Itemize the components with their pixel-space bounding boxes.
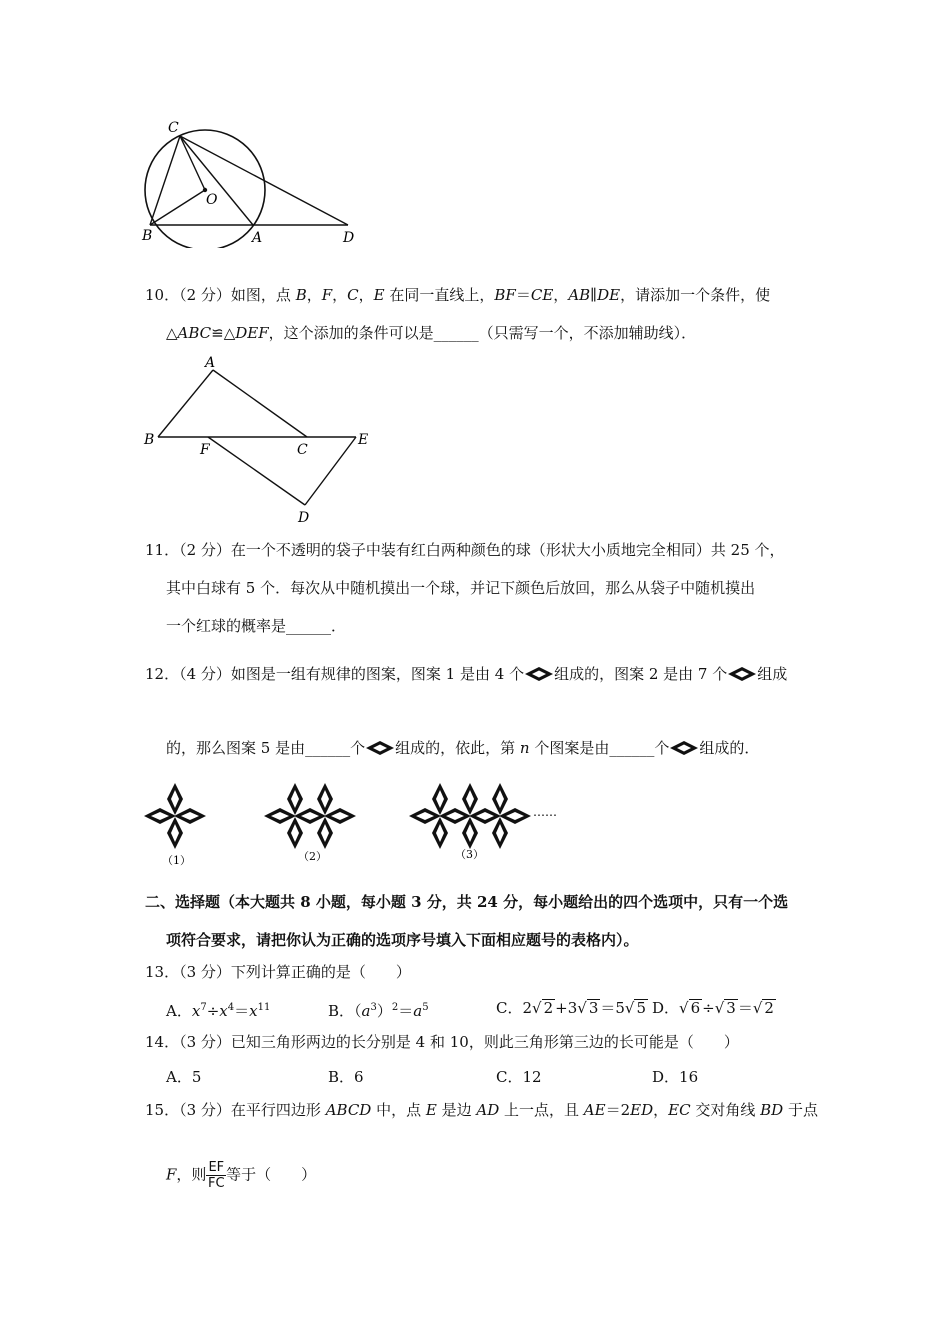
fraction	[206, 1160, 226, 1191]
q10-text: F	[321, 286, 333, 304]
q12-number: 12．	[145, 665, 180, 683]
math: ＝	[737, 999, 753, 1017]
section-heading-line1: 二、选择题（本大题共 8 小题，每小题 3 分，共 24 分，每小题给出的四个选项中，只有一个选	[145, 893, 789, 911]
circle-figure	[138, 118, 368, 248]
option-label: B．	[328, 1002, 355, 1020]
segment-ed	[305, 437, 356, 505]
radical-icon: √	[577, 999, 587, 1017]
math: 4	[227, 1002, 235, 1013]
q10-text: AB∥DE	[568, 286, 621, 304]
math: ÷	[702, 999, 715, 1017]
q11-text: 其中白球有 5 个．每次从中随机摸出一个球，并记下颜色后放回，那么从袋子中随机摸出	[166, 579, 756, 597]
q10-number: 10．	[145, 286, 180, 304]
label-e: E	[358, 432, 369, 448]
q11-line3	[166, 616, 346, 636]
math: 5	[422, 1002, 429, 1013]
q10-text: ≌△	[211, 324, 236, 342]
q15-line2	[166, 1160, 316, 1191]
label-d: D	[343, 230, 355, 246]
q10-text: ，	[306, 286, 322, 304]
q10-text: BF	[494, 286, 516, 304]
radical-icon: √	[714, 999, 725, 1017]
q14-option-d: D．16	[652, 1068, 699, 1086]
q10-text: B	[295, 286, 307, 304]
q13-number: 13．	[145, 963, 180, 981]
q13-text: 下列计算正确的是（ ）	[230, 963, 411, 981]
pattern-label-2: （2）	[298, 850, 327, 863]
math: a	[413, 1002, 423, 1020]
q15-text: ，则	[176, 1165, 207, 1184]
q12-text: n	[519, 739, 530, 757]
q10-text: ，这个添加的条件可以是______（只需写一个，不添加辅助线）．	[268, 324, 697, 342]
math: x	[219, 1002, 228, 1020]
q15-text: ，	[653, 1101, 669, 1119]
q12-text: 组成的，图案 2 是由 7 个	[554, 665, 728, 683]
q10-text: CE	[530, 286, 554, 304]
q10-text: ，	[332, 286, 348, 304]
diamond-icon	[669, 740, 699, 756]
q11-text: 在一个不透明的袋子中装有红白两种颜色的球（形状大小质地完全相同）共 25 个，	[230, 541, 785, 559]
radical-icon: √	[624, 999, 635, 1017]
segment-bo	[150, 190, 205, 225]
q10-text: ，请添加一个条件，使	[620, 286, 771, 304]
diamond-icon	[524, 666, 554, 682]
q15-text: E	[425, 1101, 437, 1119]
q11-text: 一个红球的概率是______．	[166, 617, 347, 635]
q10-text: △	[166, 324, 178, 342]
q10-text: 在同一直线上，	[384, 286, 495, 304]
radicand: 5	[636, 999, 647, 1017]
math: +3	[555, 999, 578, 1017]
q14-option-c: C．12	[496, 1068, 542, 1086]
q10-text: E	[373, 286, 385, 304]
q11-number: 11．	[145, 541, 180, 559]
q15-text: AD	[476, 1101, 500, 1119]
q15-text: 上一点，且	[499, 1101, 584, 1119]
math: ＝	[234, 1002, 250, 1020]
segment-ba	[158, 370, 213, 437]
math: ＝5	[600, 999, 625, 1017]
radical-icon: √	[679, 999, 689, 1017]
q10-text: ABC	[177, 324, 212, 342]
q15-text: F	[166, 1165, 177, 1184]
radicand: 2	[543, 999, 554, 1017]
math: ＝	[398, 1002, 414, 1020]
q13-option-a	[166, 998, 270, 1021]
q12-line2	[166, 738, 759, 758]
q15-text: 在平行四边形	[230, 1101, 326, 1119]
triangles-figure	[140, 352, 380, 527]
option-label: C．	[496, 999, 523, 1017]
q12-text: 组成的．	[699, 739, 760, 757]
segment-cd	[180, 136, 348, 225]
label-b: B	[144, 432, 155, 448]
label-d: D	[298, 510, 310, 526]
option-label: D．	[652, 999, 680, 1017]
radical-icon: √	[752, 999, 763, 1017]
radical-icon: √	[532, 999, 542, 1017]
segment-ac	[213, 370, 307, 437]
fraction-denominator: FC	[208, 1176, 225, 1191]
q15-text: 于点	[783, 1101, 818, 1119]
label-c: C	[168, 120, 179, 136]
q10-text: C	[347, 286, 359, 304]
math: 7	[200, 1002, 207, 1013]
q13-option-c	[496, 998, 648, 1018]
q12-text: 如图是一组有规律的图案，图案 1 是由 4 个	[230, 665, 525, 683]
math: （	[354, 1002, 362, 1020]
q15-text: 交对角线	[690, 1101, 761, 1119]
q15-text: AE	[583, 1101, 606, 1119]
radicand: 3	[588, 999, 599, 1017]
math: ÷	[206, 1002, 220, 1020]
radicand: 2	[764, 999, 774, 1017]
q14-line	[145, 1032, 739, 1052]
label-o: O	[206, 192, 218, 208]
q13-score: （3 分）	[179, 963, 231, 981]
q13-option-d	[652, 998, 776, 1018]
q15-text: BD	[760, 1101, 784, 1119]
q14-option-b: B．6	[328, 1068, 364, 1086]
math: x	[191, 1002, 201, 1020]
q13-option-b	[328, 998, 429, 1021]
math: ）	[376, 1002, 392, 1020]
q10-text: ＝	[515, 286, 531, 304]
section-heading	[145, 892, 788, 912]
q14-number: 14．	[145, 1033, 180, 1051]
label-c: C	[297, 442, 308, 458]
radicand: 6	[690, 999, 701, 1017]
pattern-ellipsis: ……	[533, 805, 557, 819]
label-a: A	[252, 230, 263, 246]
q12-text: 个图案是由______个	[529, 739, 670, 757]
q10-text: ，	[553, 286, 569, 304]
q12-line1	[145, 664, 787, 684]
math: 3	[370, 1002, 377, 1013]
label-a: A	[205, 355, 216, 371]
math: a	[361, 1002, 371, 1020]
pattern-2	[264, 783, 356, 849]
q12-text: 的，那么图案 5 是由______个	[166, 739, 366, 757]
radicand: 3	[726, 999, 736, 1017]
q10-text: ，	[358, 286, 374, 304]
option-label: A．	[166, 1002, 192, 1020]
q10-line1	[145, 285, 770, 305]
q14-score: （3 分）	[179, 1033, 231, 1051]
q10-line2	[166, 323, 696, 343]
diamond-icon	[365, 740, 395, 756]
segment-ca	[180, 136, 253, 225]
pattern-figure	[140, 782, 580, 870]
segment-fd	[208, 437, 305, 505]
q15-text: ABCD	[325, 1101, 372, 1119]
q14-text: 已知三角形两边的长分别是 4 和 10，则此三角形第三边的长可能是（ ）	[230, 1033, 739, 1051]
q11-line1	[145, 540, 785, 560]
q15-text: ED	[630, 1101, 654, 1119]
pattern-3	[409, 783, 531, 849]
q15-text: 等于（ ）	[226, 1165, 317, 1184]
math: x	[249, 1002, 258, 1020]
pattern-1	[144, 783, 206, 849]
q10-text: 如图，点	[230, 286, 296, 304]
q15-number: 15．	[145, 1101, 180, 1119]
q12-text: 组成的，依此，第	[395, 739, 520, 757]
q11-score: （2 分）	[179, 541, 231, 559]
q13-line	[145, 962, 411, 982]
q12-score: （4 分）	[179, 665, 231, 683]
diamond-icon	[727, 666, 757, 682]
q15-text: 中，点	[371, 1101, 426, 1119]
pattern-label-3: （3）	[455, 848, 484, 861]
q10-text: DEF	[235, 324, 269, 342]
label-b: B	[142, 228, 153, 244]
math: 11	[257, 1002, 271, 1013]
section-heading-line2: 项符合要求，请把你认为正确的选项序号填入下面相应题号的表格内）。	[166, 931, 639, 949]
q12-text: 组成	[757, 665, 788, 683]
q11-line2	[166, 578, 755, 598]
pattern-label-1: （1）	[162, 854, 191, 867]
math: 2	[522, 999, 533, 1017]
q10-score: （2 分）	[179, 286, 231, 304]
q15-text: ＝2	[605, 1101, 631, 1119]
math: 2	[391, 1002, 399, 1013]
section-heading-cont	[166, 930, 639, 950]
q15-text: 是边	[436, 1101, 477, 1119]
q15-text: EC	[668, 1101, 691, 1119]
q15-line1	[145, 1100, 818, 1120]
fraction-numerator: EF	[208, 1160, 225, 1175]
q14-option-a: A．5	[166, 1068, 202, 1086]
label-f: F	[200, 442, 210, 458]
q15-score: （3 分）	[179, 1101, 231, 1119]
segment-bc	[150, 136, 180, 225]
